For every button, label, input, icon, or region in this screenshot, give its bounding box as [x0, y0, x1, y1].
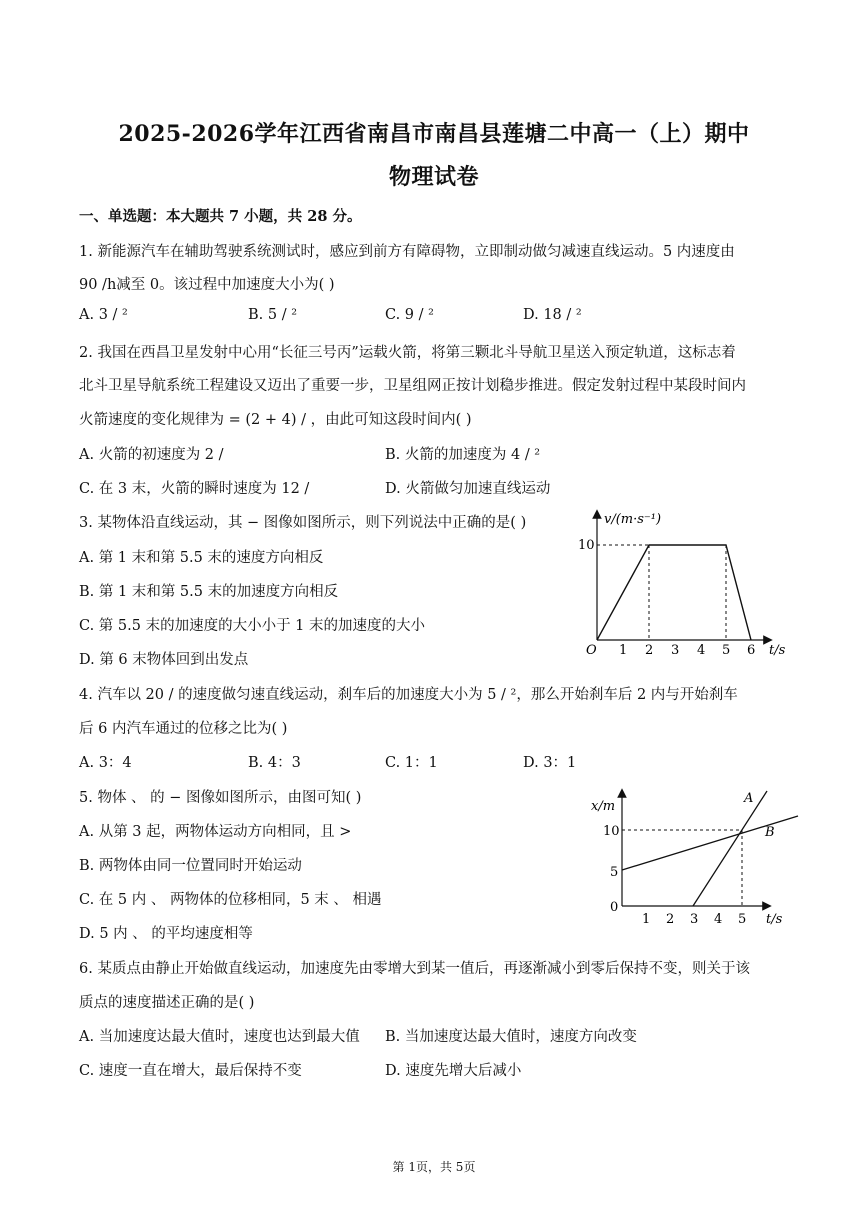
- q1-line2: 90 /h减至 0。该过程中加速度大小为( ): [79, 277, 335, 293]
- q5-label-b: B: [765, 825, 775, 840]
- q4-line2: 后 6 内汽车通过的位移之比为( ): [79, 721, 288, 737]
- q1-option-b: B. 5 / ²: [248, 307, 298, 323]
- q3-vt-graph: [570, 506, 800, 664]
- q5-x-tick-5: 5: [738, 912, 747, 927]
- q5-x-label: t/s: [766, 912, 783, 927]
- q5-y-label: x/m: [591, 799, 616, 814]
- q3-stem: 3. 某物体沿直线运动，其 − 图像如图所示，则下列说法中正确的是( ): [79, 515, 527, 531]
- q3-y-tick-10: 10: [578, 538, 595, 553]
- page-footer: 第 1页，共 5页: [392, 1160, 476, 1174]
- q3-option-a: A. 第 1 末和第 5.5 末的速度方向相反: [79, 550, 324, 566]
- q2-option-a: A. 火箭的初速度为 2 /: [79, 447, 224, 463]
- q4-option-c: C. 1：1: [385, 755, 438, 771]
- q5-y-tick-0: 0: [610, 900, 619, 915]
- q5-y-tick-5: 5: [610, 865, 619, 880]
- q5-x-tick-2: 2: [666, 912, 675, 927]
- q5-option-b: B. 两物体由同一位置同时开始运动: [79, 858, 302, 874]
- q2-option-d: D. 火箭做匀加速直线运动: [385, 481, 551, 497]
- q3-x-tick-2: 2: [645, 643, 654, 658]
- q3-velocity-line: [597, 545, 751, 640]
- q6-option-b: B. 当加速度达最大值时，速度方向改变: [385, 1029, 637, 1045]
- q2-line1: 2. 我国在西昌卫星发射中心用“长征三号丙”运载火箭，将第三颗北斗导航卫星送入预定轨道，这标志着: [79, 345, 736, 361]
- q3-x-tick-3: 3: [671, 643, 680, 658]
- q5-x-tick-3: 3: [690, 912, 699, 927]
- q3-x-tick-4: 4: [697, 643, 706, 658]
- exam-title-line1: 2025-2026学年江西省南昌市南昌县莲塘二中高一（上）期中: [118, 121, 750, 147]
- q5-label-a: A: [744, 791, 754, 806]
- q1-line1: 1. 新能源汽车在辅助驾驶系统测试时，感应到前方有障碍物，立即制动做匀减速直线运动。5 内速度由: [79, 244, 735, 260]
- q3-option-c: C. 第 5.5 末的加速度的大小小于 1 末的加速度的大小: [79, 618, 426, 634]
- q4-option-d: D. 3：1: [523, 755, 577, 771]
- q1-option-d: D. 18 / ²: [523, 307, 582, 323]
- q5-x-tick-4: 4: [714, 912, 723, 927]
- q6-line1: 6. 某质点由静止开始做直线运动，加速度先由零增大到某一值后，再逐渐减小到零后保持不变，则关于该: [79, 961, 750, 977]
- q3-x-label: t/s: [769, 643, 786, 658]
- q3-option-d: D. 第 6 末物体回到出发点: [79, 652, 249, 668]
- exam-title-line2: 物理试卷: [388, 164, 479, 190]
- q1-option-c: C. 9 / ²: [385, 307, 434, 323]
- section-heading: 一、单选题：本大题共 7 小题，共 28 分。: [79, 208, 362, 225]
- q5-xt-graph: [585, 783, 800, 930]
- q2-option-c: C. 在 3 末，火箭的瞬时速度为 12 /: [79, 481, 310, 497]
- q3-y-label: v/(m·s⁻¹): [604, 512, 662, 527]
- q5-option-d: D. 5 内 、 的平均速度相等: [79, 926, 253, 942]
- q3-x-tick-6: 6: [747, 643, 756, 658]
- q5-option-a: A. 从第 3 起，两物体运动方向相同，且 >: [79, 824, 352, 840]
- q2-line3: 火箭速度的变化规律为 = (2 + 4) / ，由此可知这段时间内( ): [79, 412, 472, 428]
- q1-option-a: A. 3 / ²: [79, 307, 128, 323]
- q4-option-b: B. 4：3: [248, 755, 301, 771]
- q4-option-a: A. 3：4: [79, 755, 132, 771]
- q6-option-c: C. 速度一直在增大，最后保持不变: [79, 1063, 302, 1079]
- q5-x-tick-1: 1: [642, 912, 651, 927]
- q5-option-c: C. 在 5 内 、 两物体的位移相同，5 末 、 相遇: [79, 892, 382, 908]
- q5-line-a: [693, 791, 767, 906]
- q2-line2: 北斗卫星导航系统工程建设又迈出了重要一步，卫星组网正按计划稳步推进。假定发射过程中某段时间内: [79, 378, 746, 394]
- q3-origin-label: O: [586, 643, 597, 658]
- q3-option-b: B. 第 1 末和第 5.5 末的加速度方向相反: [79, 584, 339, 600]
- q4-line1: 4. 汽车以 20 / 的速度做匀速直线运动，刹车后的加速度大小为 5 / ²，那么开始刹车后 2 内与开始刹车: [79, 687, 738, 703]
- q2-option-b: B. 火箭的加速度为 4 / ²: [385, 447, 541, 463]
- q3-x-tick-1: 1: [619, 643, 628, 658]
- q6-line2: 质点的速度描述正确的是( ): [79, 995, 255, 1011]
- q5-y-tick-10: 10: [603, 824, 620, 839]
- q6-option-a: A. 当加速度达最大值时，速度也达到最大值: [79, 1029, 360, 1045]
- q5-stem: 5. 物体 、 的 − 图像如图所示，由图可知( ): [79, 790, 362, 806]
- q6-option-d: D. 速度先增大后减小: [385, 1063, 522, 1079]
- q3-x-tick-5: 5: [722, 643, 731, 658]
